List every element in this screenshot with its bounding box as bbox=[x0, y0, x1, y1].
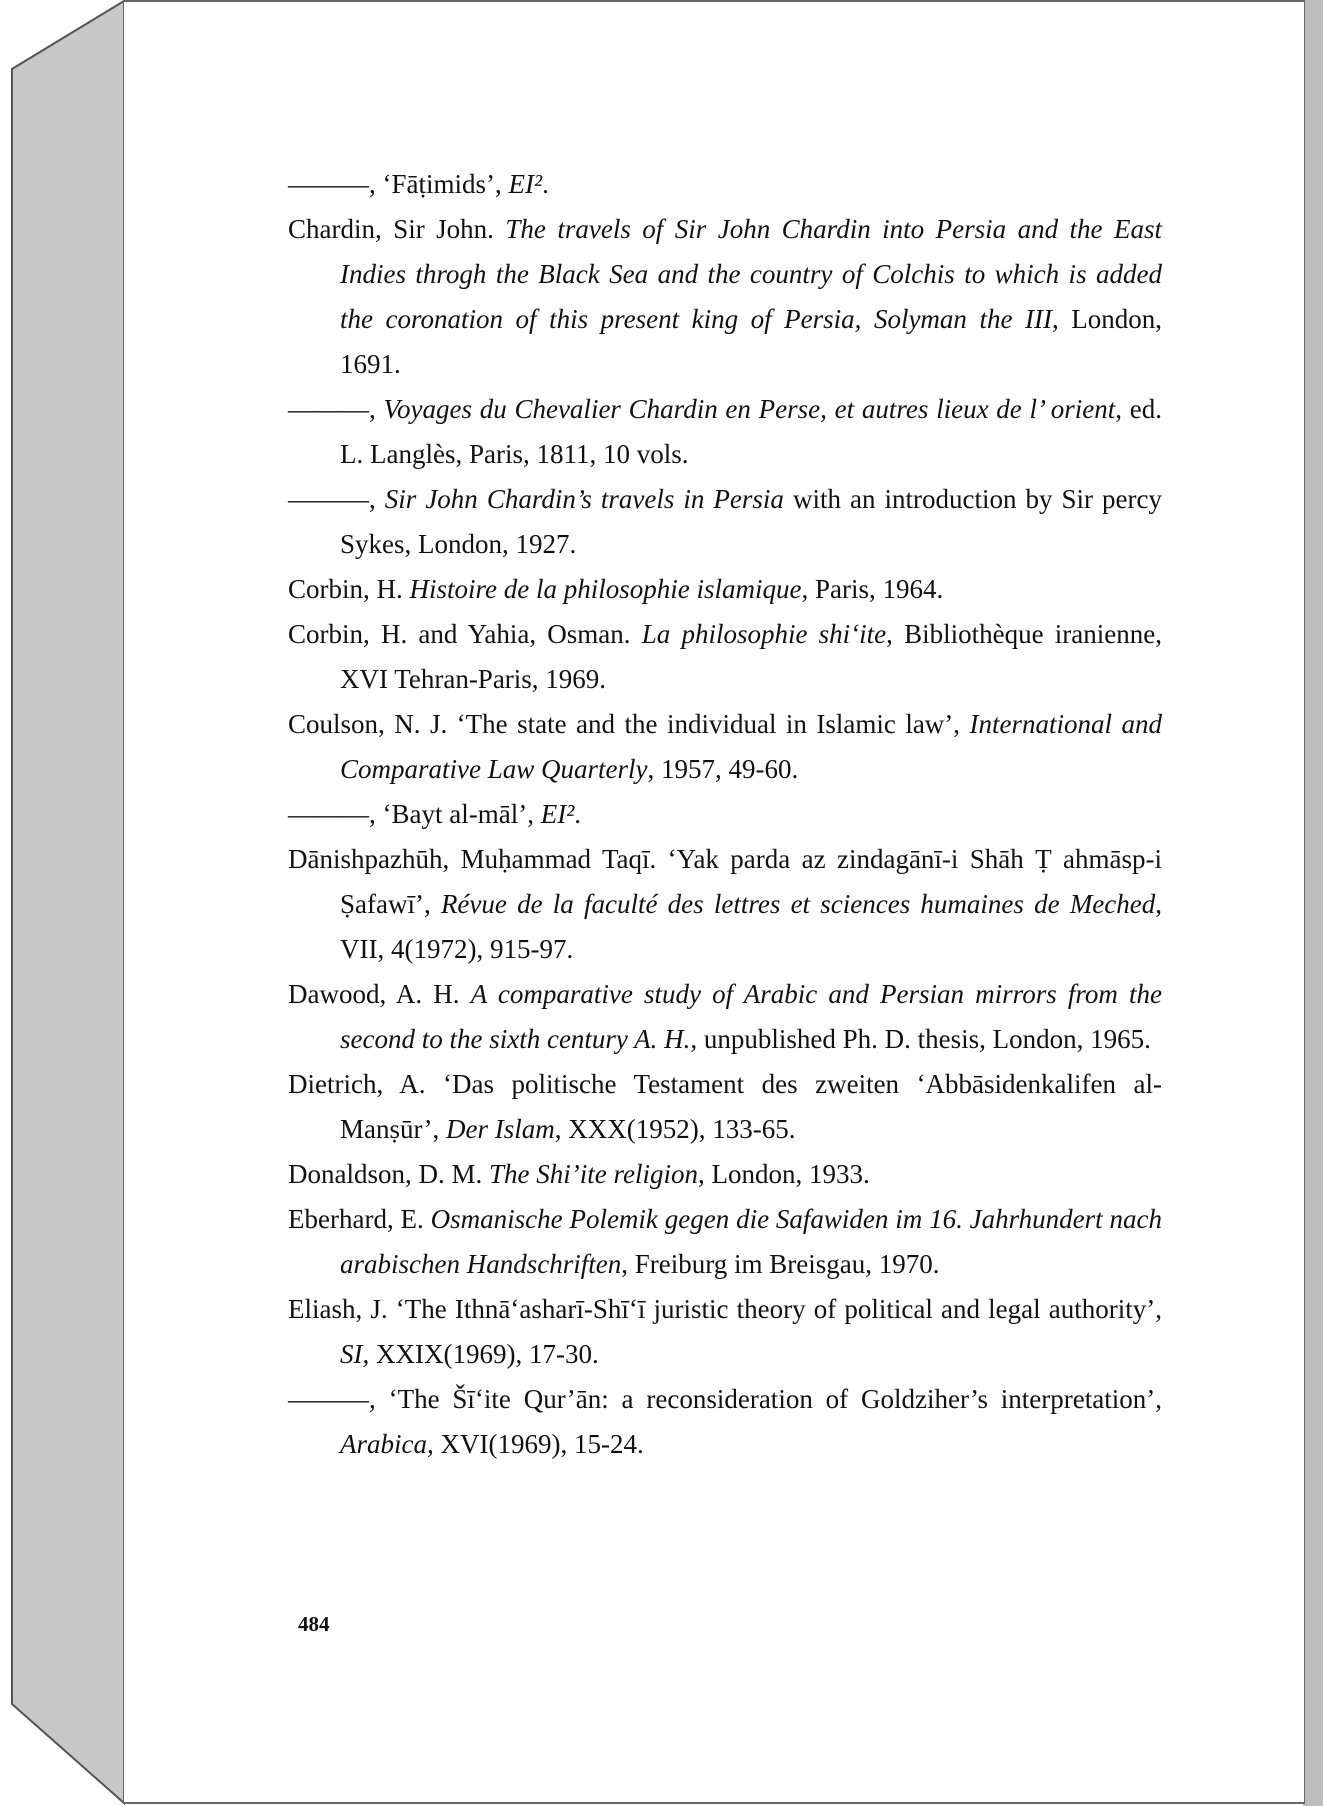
entry-text: Eliash, J. ‘The Ithnā‘asharī-Shī‘ī juristic theory of political and legal authority’, bbox=[288, 1294, 1162, 1324]
entry-text: , Bibliothèque iranienne, XVI Tehran-Paris, 1969. bbox=[340, 619, 1162, 694]
entry-text: , 1957, 49-60. bbox=[647, 754, 799, 784]
entry-text: , ed. L. Langlès, Paris, 1811, 10 vols. bbox=[340, 394, 1163, 469]
entry-text: ———, bbox=[288, 394, 384, 424]
bibliography-entry bbox=[288, 1197, 1162, 1287]
entry-text: , London, 1933. bbox=[697, 1159, 870, 1189]
entry-text: ———, bbox=[288, 484, 385, 514]
entry-title-italic: Arabica bbox=[340, 1429, 427, 1459]
bibliography-entry bbox=[288, 387, 1162, 477]
entry-title-italic: EI² bbox=[540, 799, 575, 829]
entry-title-italic: La philosophie shi‘ite bbox=[641, 619, 887, 649]
book-spine-edge bbox=[12, 1, 124, 1803]
entry-text: . bbox=[574, 799, 582, 829]
entry-text: with an introduction by Sir percy Sykes, London, 1927. bbox=[340, 484, 1163, 559]
entry-text: , XXX(1952), 133-65. bbox=[554, 1114, 796, 1144]
bibliography-entry bbox=[288, 972, 1162, 1062]
entry-title-italic: A comparative study of Arabic and Persian mirrors from the second to the sixth century A. H., bbox=[340, 979, 1162, 1054]
bibliography-entry bbox=[288, 1152, 1162, 1197]
bibliography-entry bbox=[288, 1377, 1162, 1467]
entry-text: . bbox=[542, 169, 549, 199]
page-number: 484 bbox=[298, 1612, 330, 1636]
bibliography-entry bbox=[288, 477, 1162, 567]
bibliography-entry bbox=[288, 207, 1162, 387]
entry-text: , VII, 4(1972), 915-97. bbox=[340, 889, 1163, 964]
entry-text: , XVI(1969), 15-24. bbox=[427, 1429, 644, 1459]
entry-text: ———, ‘Bayt al-māl’, bbox=[288, 799, 541, 829]
right-page-shadow bbox=[1303, 0, 1323, 1806]
entry-title-italic: Histoire de la philosophie islamique bbox=[409, 574, 802, 604]
entry-text: , London, 1691. bbox=[340, 304, 1162, 379]
bibliography-entry bbox=[288, 1062, 1162, 1152]
entry-text: Dānishpazhūh, Muḥammad Taqī. ‘Yak parda az zindagānī-i Shāh Ṭ ahmāsp-i Ṣafawī’, bbox=[288, 844, 1162, 919]
bibliography-entry bbox=[288, 1287, 1162, 1377]
entry-title-italic: Osmanische Polemik gegen die Safawiden im 16. Jahrhundert nach arabischen Handschriften bbox=[340, 1204, 1162, 1279]
entry-text: , Paris, 1964. bbox=[801, 574, 944, 604]
entry-title-italic: Der Islam bbox=[445, 1114, 555, 1144]
entry-title-italic: The travels of Sir John Chardin into Persia and the East Indies throgh the Black Sea and the country of Colchis to which is added the coronation of this present king of Persia, Solyman the III bbox=[340, 214, 1162, 334]
entry-text: Dietrich, A. ‘Das politische Testament des zweiten ‘Abbāsidenkalifen al-Manṣūr’, bbox=[288, 1069, 1162, 1144]
bibliography-entry bbox=[288, 162, 1162, 207]
bibliography-entry bbox=[288, 792, 1162, 837]
entry-title-italic: Sir John Chardin’s travels in Persia bbox=[384, 484, 784, 514]
bibliography-entry bbox=[288, 702, 1162, 792]
bibliography-entry bbox=[288, 837, 1162, 972]
entry-text: unpublished Ph. D. thesis, London, 1965. bbox=[697, 1024, 1151, 1054]
entry-text: , Freiburg im Breisgau, 1970. bbox=[621, 1249, 940, 1279]
entry-text: Donaldson, D. M. bbox=[288, 1159, 489, 1189]
entry-text: ———, ‘The Šī‘ite Qur’ān: a reconsideration of Goldziher’s interpretation’, bbox=[288, 1384, 1162, 1414]
entry-title-italic: EI² bbox=[508, 169, 543, 199]
entry-title-italic: International and Comparative Law Quarterly bbox=[340, 709, 1162, 784]
entry-text: Corbin, H. and Yahia, Osman. bbox=[288, 619, 642, 649]
entry-title-italic: Voyages du Chevalier Chardin en Perse, et autres lieux de l’ orient bbox=[383, 394, 1116, 424]
bibliography-list bbox=[288, 162, 1162, 1467]
bibliography-entry bbox=[288, 612, 1162, 702]
entry-text: Corbin, H. bbox=[288, 574, 410, 604]
entry-title-italic: SI, bbox=[340, 1339, 370, 1369]
entry-text: Chardin, Sir John. bbox=[288, 214, 506, 244]
entry-text: XXIX(1969), 17-30. bbox=[369, 1339, 599, 1369]
entry-title-italic: Révue de la faculté des lettres et sciences humaines de Meched bbox=[440, 889, 1156, 919]
bibliography-entry bbox=[288, 567, 1162, 612]
entry-text: Dawood, A. H. bbox=[288, 979, 471, 1009]
entry-text: ———, ‘Fāṭimids’, bbox=[288, 169, 509, 199]
entry-text: Coulson, N. J. ‘The state and the individual in Islamic law’, bbox=[288, 709, 970, 739]
entry-text: Eberhard, E. bbox=[288, 1204, 431, 1234]
entry-title-italic: The Shi’ite religion bbox=[489, 1159, 698, 1189]
